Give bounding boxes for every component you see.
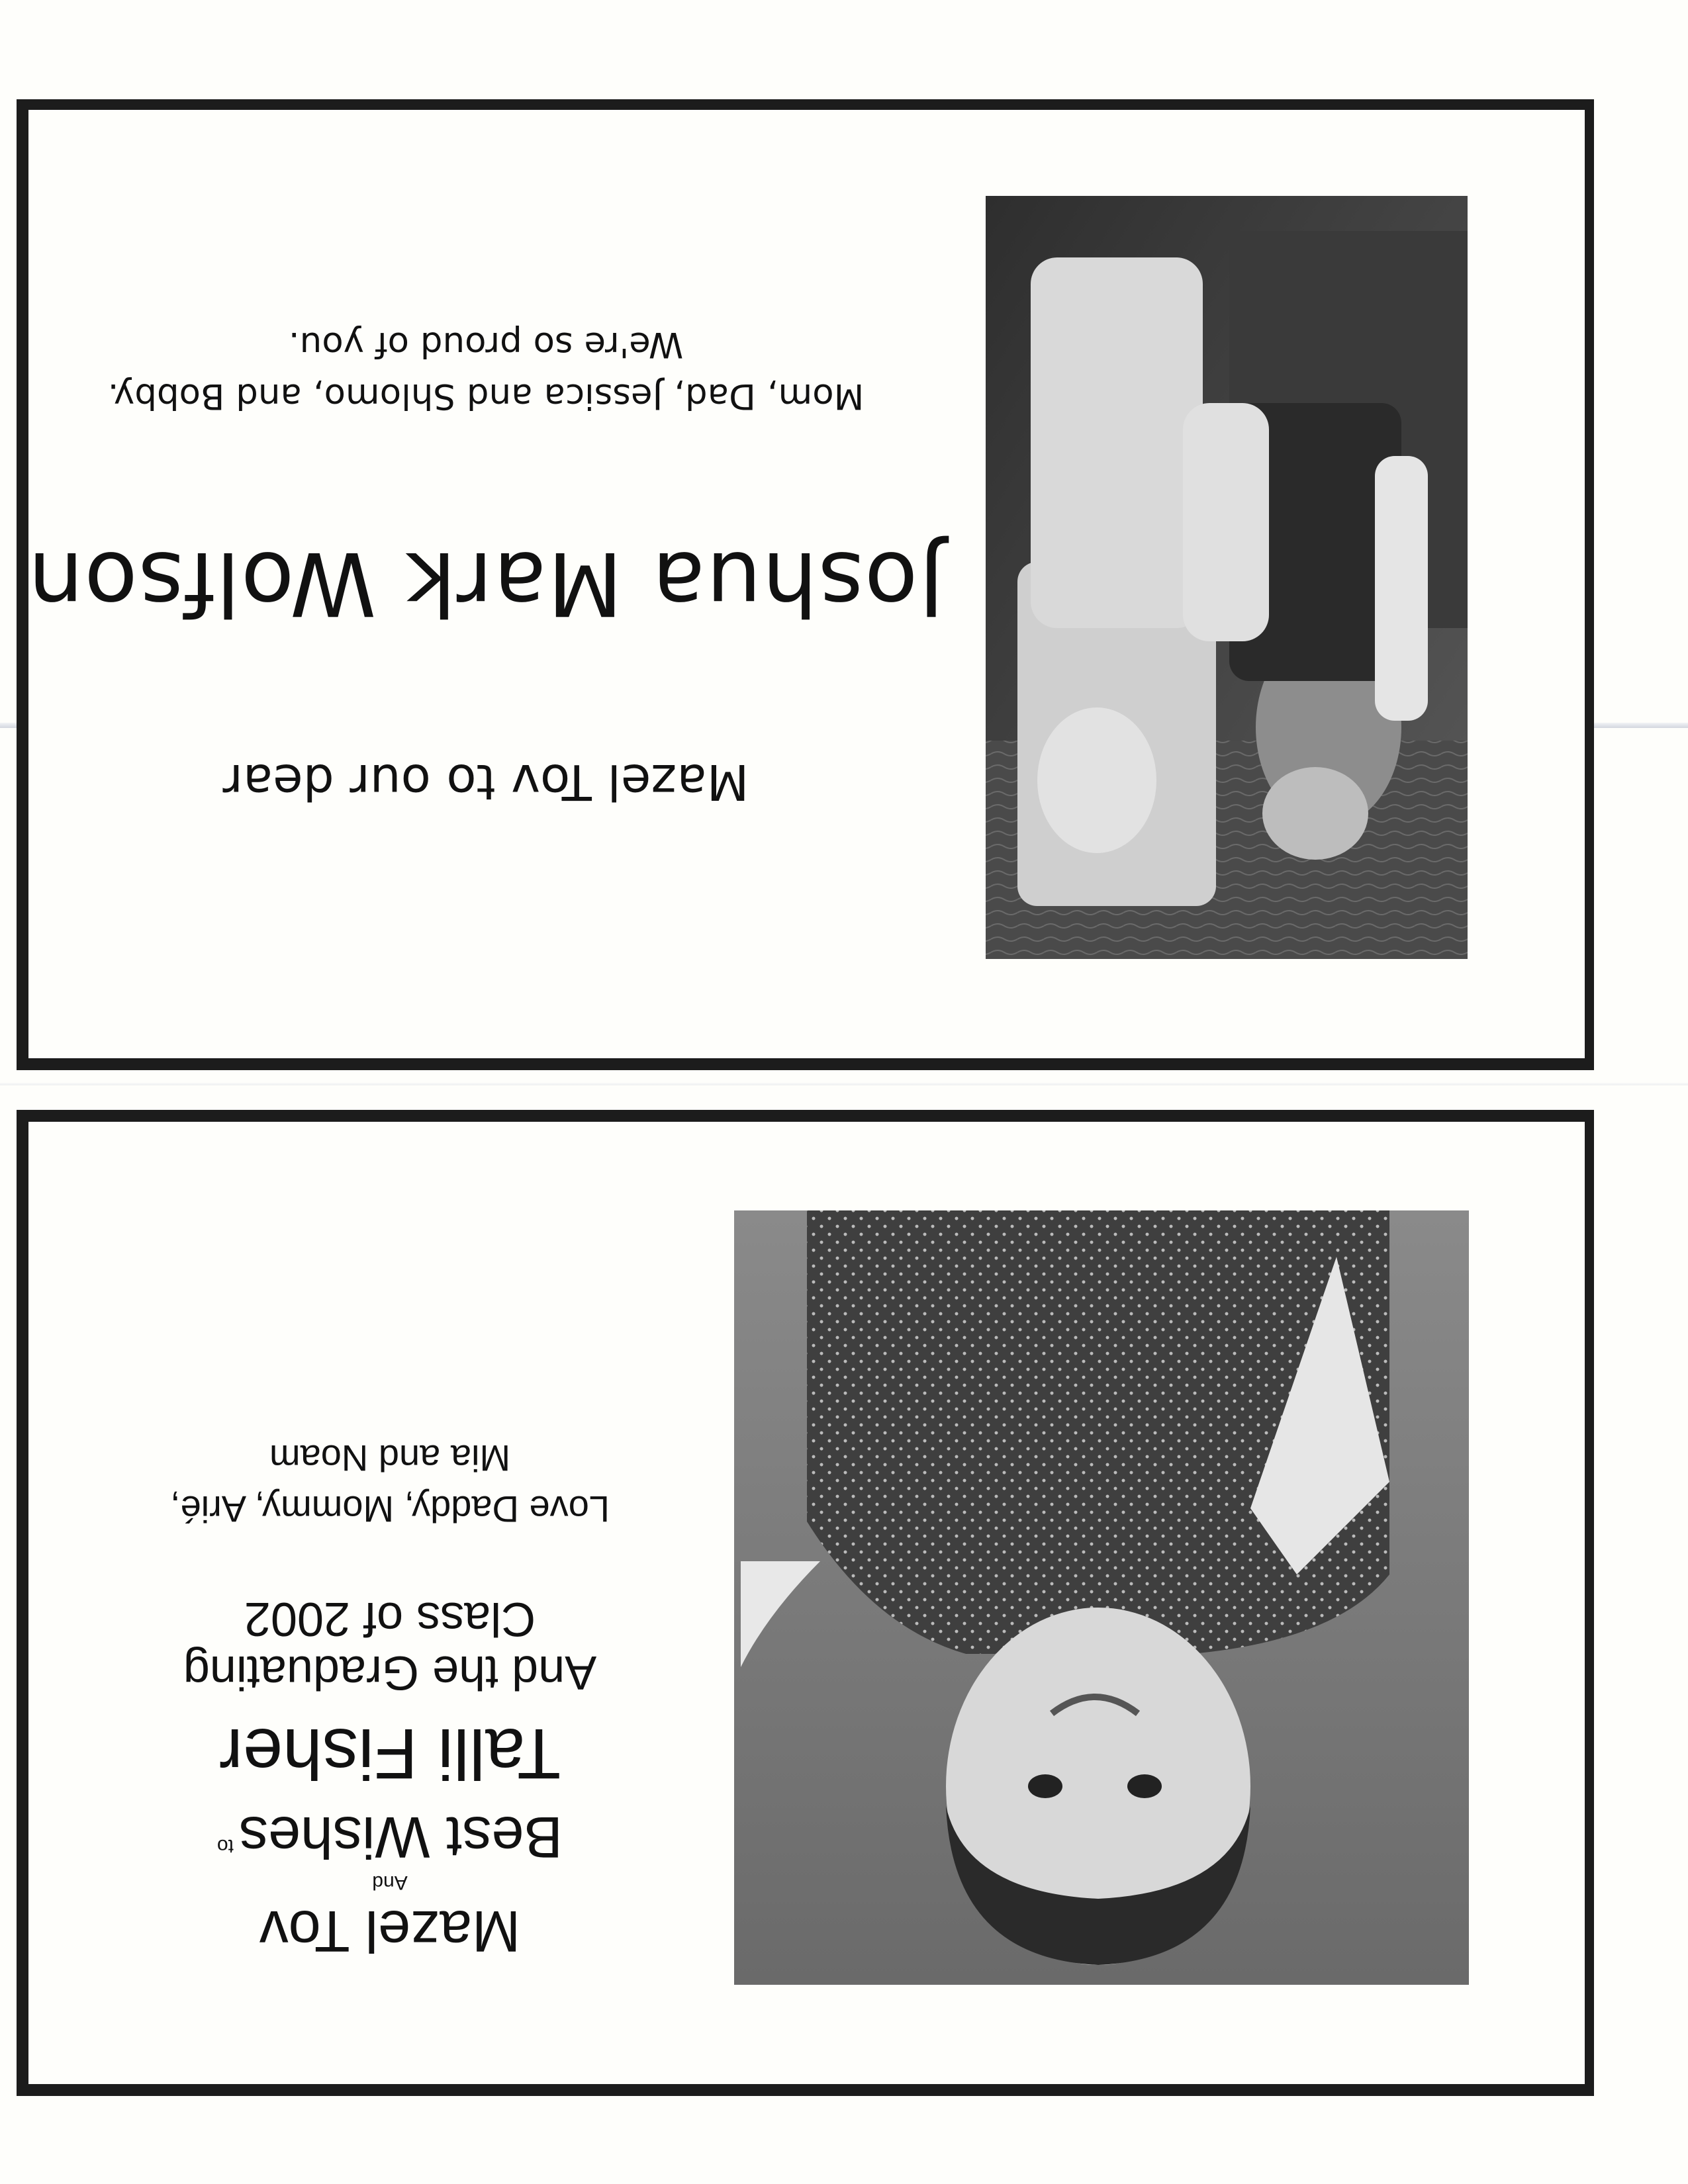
ad-joshua-text <box>19 198 953 959</box>
joshua-signature-line1: Mom, Dad, Jessica and Shlomo, and Bobby. <box>107 376 865 416</box>
ad-joshua-wolfson <box>17 99 1594 1070</box>
scan-fold-line <box>0 1083 1688 1085</box>
tali-love-line2: Mia and Noam <box>269 1437 511 1479</box>
tali-love-line1: Love Daddy, Mommy, Arié, <box>170 1488 610 1530</box>
tali-best-wishes-line <box>82 1803 698 1871</box>
joshua-signature-line2: We're so proud of you. <box>288 324 684 365</box>
tali-best-wishes: Best Wishes <box>239 1805 563 1870</box>
tali-graduating-line1: And the Graduating <box>183 1646 597 1699</box>
tali-name: Talli Fisher <box>218 1714 561 1794</box>
photo-tali <box>734 1210 1469 1985</box>
photo-joshua <box>986 196 1468 959</box>
photo-tali-image <box>734 1210 1469 1985</box>
joshua-greeting: Mazel Tov to our dear <box>222 753 749 810</box>
joshua-name: Joshua Mark Wolfson <box>27 532 945 634</box>
tali-graduating-line2: Class of 2002 <box>244 1592 536 1645</box>
photo-joshua-image <box>986 196 1468 959</box>
ad-tali-fisher <box>17 1110 1594 2096</box>
tali-and: And <box>372 1872 408 1893</box>
tali-mazel-tov: Mazel Tov <box>259 1899 521 1964</box>
tali-to: to <box>216 1835 234 1857</box>
ad-tali-text <box>82 1171 698 1965</box>
